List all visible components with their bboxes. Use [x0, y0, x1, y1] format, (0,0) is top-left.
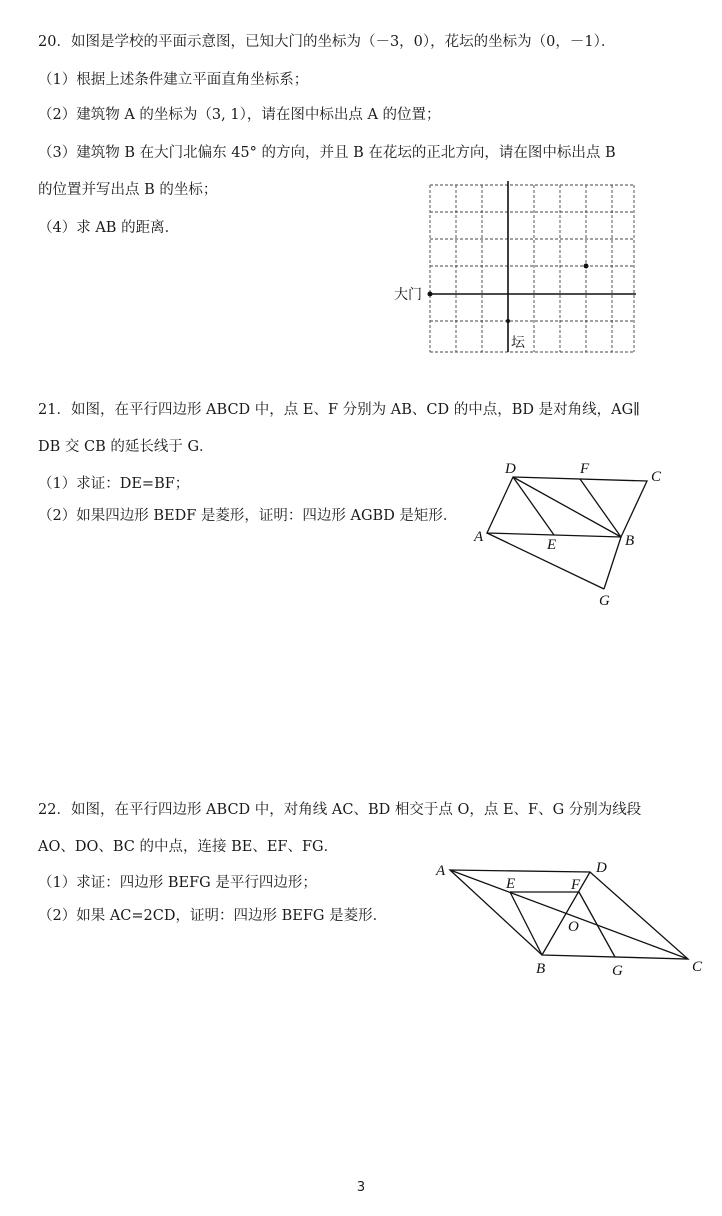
diagonal-bd: [542, 872, 590, 955]
gate-label: 大门: [394, 288, 422, 303]
label-c: C: [692, 959, 703, 975]
q21-parallelogram-figure: [465, 455, 675, 615]
label-o: O: [568, 919, 579, 935]
label-d: D: [505, 461, 516, 477]
label-b: B: [625, 533, 635, 549]
q21-part2: （2）如果四边形 BEDF 是菱形，证明：四边形 AGBD 是矩形．: [38, 508, 458, 524]
q20-part3-line2: 的位置并写出点 B 的坐标；: [38, 182, 218, 198]
grid-lines: [430, 185, 634, 352]
page-number: 3: [356, 1180, 366, 1195]
q22-stem-line1: 22．如图，在平行四边形 ABCD 中，对角线 AC、BD 相交于点 O，点 E、F、G 分别为线段: [38, 802, 642, 818]
axes: [430, 181, 636, 352]
q22-part1: （1）求证：四边形 BEFG 是平行四边形；: [38, 875, 317, 891]
label-e: E: [506, 876, 516, 892]
label-g: G: [599, 593, 610, 609]
marked-point: [584, 264, 589, 269]
q20-part4: （4）求 AB 的距离．: [38, 220, 180, 236]
q20-grid-figure: [380, 175, 650, 360]
segment-ag: [487, 533, 604, 589]
q20-part3-line1: （3）建筑物 B 在大门北偏东 45° 的方向，并且 B 在花坛的正北方向，请在图中标出点 B: [38, 145, 616, 161]
label-b: B: [536, 961, 546, 977]
q21-part1: （1）求证：DE=BF；: [38, 476, 190, 492]
label-f: F: [571, 877, 581, 893]
q20-part2: （2）建筑物 A 的坐标为（3, 1），请在图中标出点 A 的位置；: [38, 107, 441, 123]
label-a: A: [474, 529, 484, 545]
q22-stem-line2: AO、DO、BC 的中点，连接 BE、EF、FG．: [38, 839, 339, 855]
segment-db: [513, 477, 621, 537]
gate-point: [428, 292, 433, 297]
segment-be: [510, 892, 542, 955]
q21-stem-line2: DB 交 CB 的延长线于 G．: [38, 439, 214, 455]
q22-parallelogram-figure: [430, 855, 712, 980]
label-e: E: [547, 537, 557, 553]
q21-stem-line1: 21．如图，在平行四边形 ABCD 中，点 E、F 分别为 AB、CD 的中点，BD 是对角线，AG∥: [38, 402, 640, 418]
segment-bf: [580, 479, 621, 537]
flower-bed-point: [506, 319, 510, 323]
q22-part2: （2）如果 AC=2CD，证明：四边形 BEFG 是菱形．: [38, 908, 388, 924]
q20-part1: （1）根据上述条件建立平面直角坐标系；: [38, 72, 309, 88]
q20-stem: 20．如图是学校的平面示意图，已知大门的坐标为（－3，0），花坛的坐标为（0，－1）．: [38, 34, 616, 50]
diagonal-ac: [450, 870, 688, 959]
flower-bed-label: 坛: [511, 336, 525, 351]
label-c: C: [651, 469, 662, 485]
label-g: G: [612, 963, 623, 979]
label-f: F: [580, 461, 590, 477]
segment-de: [513, 477, 554, 535]
segment-fg: [579, 892, 615, 957]
label-a: A: [436, 863, 446, 879]
segment-bg: [604, 537, 621, 589]
label-d: D: [596, 860, 607, 876]
